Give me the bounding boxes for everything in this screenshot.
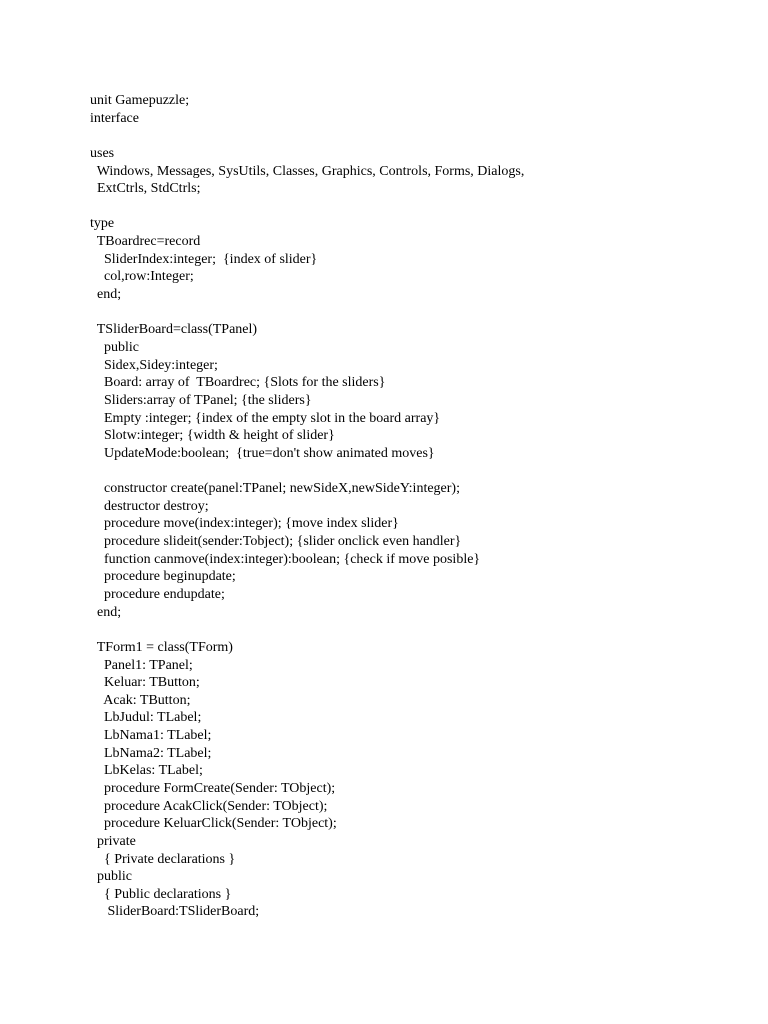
code-line: LbKelas: TLabel;: [90, 763, 203, 779]
code-line: { Private declarations }: [90, 851, 236, 867]
code-line: Keluar: TButton;: [90, 675, 200, 691]
code-line: LbJudul: TLabel;: [90, 710, 202, 726]
code-line: procedure FormCreate(Sender: TObject);: [90, 780, 336, 796]
code-line: procedure move(index:integer); {move index slider}: [90, 516, 399, 532]
code-line: Sliders:array of TPanel; {the sliders}: [90, 392, 312, 408]
code-line: Windows, Messages, SysUtils, Classes, Graphics, Controls, Forms, Dialogs,: [90, 163, 525, 179]
code-line: uses: [90, 145, 115, 161]
code-line: type: [90, 216, 115, 232]
code-line: public: [90, 869, 132, 885]
code-line: Board: array of TBoardrec; {Slots for the sliders}: [90, 375, 386, 391]
code-line: [90, 127, 524, 145]
code-line: Empty :integer; {index of the empty slot in the board array}: [90, 410, 441, 426]
code-line: private: [90, 833, 136, 849]
code-line: TBoardrec=record: [90, 234, 201, 250]
code-line: constructor create(panel:TPanel; newSideX,newSideY:integer);: [90, 481, 460, 497]
code-line: ExtCtrls, StdCtrls;: [90, 181, 201, 197]
code-line: Acak: TButton;: [90, 692, 191, 708]
code-line: SliderIndex:integer; {index of slider}: [90, 251, 318, 267]
code-line: function canmove(index:integer):boolean; {check if move posible}: [90, 551, 481, 567]
code-line: Sidex,Sidey:integer;: [90, 357, 218, 373]
code-line: Slotw:integer; {width & height of slider}: [90, 428, 335, 444]
code-line: destructor destroy;: [90, 498, 209, 514]
code-line: [90, 621, 524, 639]
code-line: procedure AcakClick(Sender: TObject);: [90, 798, 328, 814]
code-line: Panel1: TPanel;: [90, 657, 193, 673]
code-line: end;: [90, 604, 122, 620]
code-line: UpdateMode:boolean; {true=don't show animated moves}: [90, 445, 435, 461]
code-line: interface: [90, 110, 139, 126]
code-line: LbNama1: TLabel;: [90, 728, 212, 744]
code-listing: [90, 92, 524, 921]
code-line: [90, 304, 524, 322]
code-line: { Public declarations }: [90, 886, 232, 902]
code-line: SliderBoard:TSliderBoard;: [90, 904, 260, 920]
code-line: [90, 198, 524, 216]
code-line: procedure beginupdate;: [90, 569, 236, 585]
code-line: procedure slideit(sender:Tobject); {slider onclick even handler}: [90, 534, 462, 550]
code-line: end;: [90, 287, 122, 303]
code-line: col,row:Integer;: [90, 269, 194, 285]
code-line: TForm1 = class(TForm): [90, 639, 233, 655]
code-line: public: [90, 339, 139, 355]
code-line: unit Gamepuzzle;: [90, 93, 190, 108]
code-line: TSliderBoard=class(TPanel): [90, 322, 258, 338]
code-line: procedure endupdate;: [90, 586, 225, 602]
code-line: [90, 462, 524, 480]
code-line: procedure KeluarClick(Sender: TObject);: [90, 816, 337, 832]
code-line: LbNama2: TLabel;: [90, 745, 212, 761]
